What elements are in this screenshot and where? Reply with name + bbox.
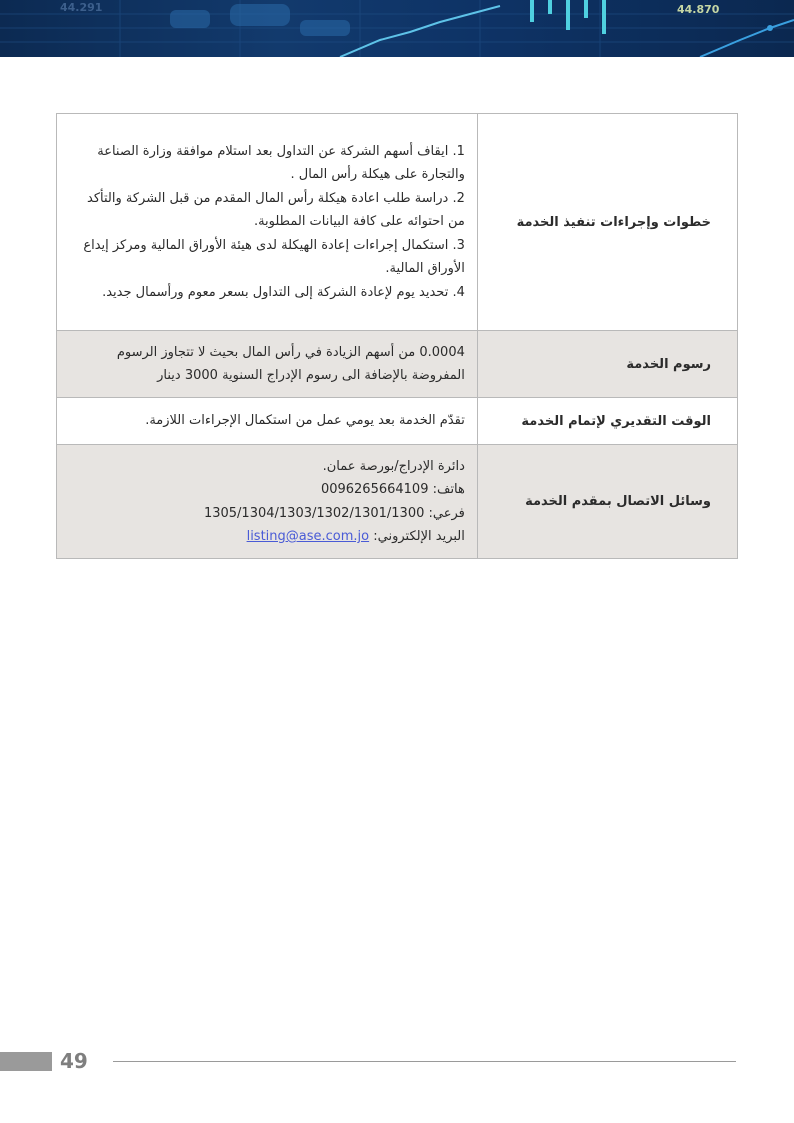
step-item: 1. ايقاف أسهم الشركة عن التداول بعد استلام موافقة وزارة الصناعة والتجارة على هيكلة رأس المال . — [97, 143, 465, 183]
email-label: البريد الإلكتروني: — [373, 529, 465, 544]
contact-phone: هاتف: 0096265664109 — [320, 482, 465, 497]
fees-cell: 0.0004 من أسهم الزيادة في رأس المال بحيث لا تتجاوز الرسوم المفروضة بالإضافة الى رسوم الإدراج السنوية 3000 دينار — [57, 331, 478, 398]
row-label-duration: الوقت التقديري لإتمام الخدمة — [477, 398, 737, 445]
contact-email-line — [67, 525, 465, 549]
contact-cell — [57, 445, 478, 559]
table-row — [57, 445, 738, 559]
contact-extension: فرعي: 1305/1304/1303/1302/1301/1300 — [203, 505, 465, 521]
banner-chart-graphic — [0, 0, 794, 57]
step-item: 2. دراسة طلب اعادة هيكلة رأس المال المقدم من قبل الشركة والتأكد من احتوائه على كافة البيانات المطلوبة. — [87, 190, 465, 230]
steps-cell — [57, 114, 478, 331]
step-item: 3. استكمال إجراءات إعادة الهيكلة لدى هيئة الأوراق المالية ومركز إيداع الأوراق المالية. — [83, 237, 465, 277]
service-details-table — [56, 113, 738, 559]
duration-cell: تقدّم الخدمة بعد يومي عمل من استكمال الإجراءات اللازمة. — [57, 398, 478, 445]
table-row — [57, 331, 738, 398]
footer-divider — [113, 1061, 736, 1062]
footer-bar — [0, 1052, 52, 1071]
contact-department: دائرة الإدراج/بورصة عمان. — [322, 458, 465, 474]
page-number: 49 — [60, 1049, 88, 1073]
table-row — [57, 398, 738, 445]
banner-ticker-left: 44.291 — [60, 1, 103, 14]
table-row — [57, 114, 738, 331]
email-link[interactable]: listing@ase.com.jo — [246, 529, 370, 544]
row-label-contact: وسائل الاتصال بمقدم الخدمة — [477, 445, 737, 559]
banner-ticker-right: 44.870 — [677, 3, 720, 16]
step-item: 4. تحديد يوم لإعادة الشركة إلى التداول بسعر معوم ورأسمال جديد. — [102, 284, 465, 300]
row-label-fees: رسوم الخدمة — [477, 331, 737, 398]
row-label-steps: خطوات وإجراءات تنفيذ الخدمة — [477, 114, 737, 331]
header-banner — [0, 0, 794, 57]
